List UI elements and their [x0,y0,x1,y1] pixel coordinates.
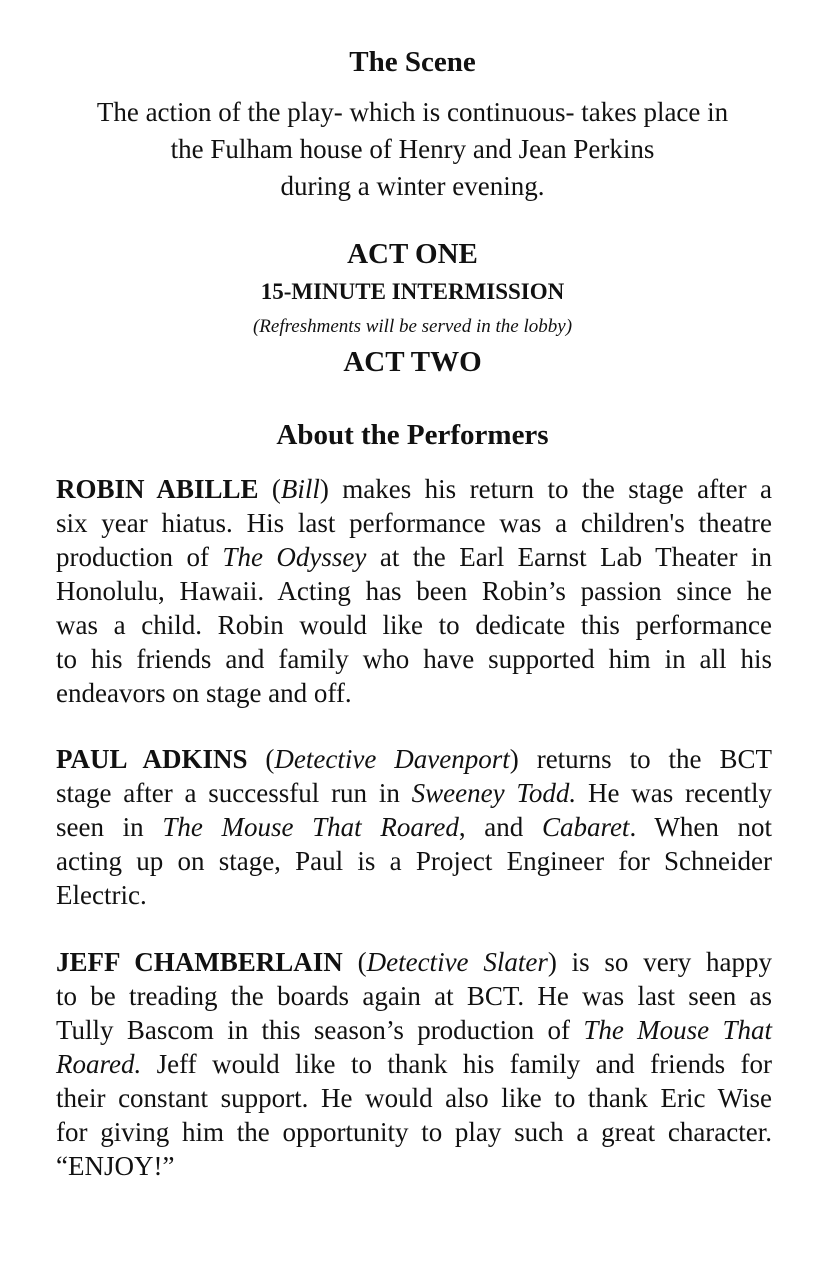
bio-line: Honolulu, Hawaii. Acting has been Robin’s passion since he [56,576,772,606]
italic-title: Bill [280,474,320,504]
performers-title: About the Performers [276,419,549,451]
performer-bio [56,945,772,1183]
refreshments-note: (Refreshments will be served in the lobby) [252,316,573,337]
bio-line: “ENJOY!” [56,1151,175,1181]
bio-line: acting up on stage, Paul is a Project Engineer for Schneider [56,846,772,876]
italic-title: Roared. [56,1049,142,1079]
italic-title: Cabaret [541,812,630,842]
bio-line: six year hiatus. His last performance was a children's theatre [56,508,772,538]
bio-line: to his friends and family who have supported him in all his [56,644,772,674]
scene-description-line: the Fulham house of Henry and Jean Perkins [170,134,655,164]
italic-title: The Odyssey [222,542,367,572]
bio-line: Roared. Jeff would like to thank his family and friends for [56,1049,772,1079]
bio-line: Electric. [56,880,147,910]
bio-line: endeavors on stage and off. [56,678,352,708]
scene-title: The Scene [349,46,476,78]
performer-name: JEFF CHAMBERLAIN [56,947,343,977]
scene-description-line: The action of the play- which is continuous- takes place in [96,97,729,127]
performer-name: PAUL ADKINS [56,744,248,774]
intermission-heading: 15-MINUTE INTERMISSION [260,279,565,304]
italic-title: Sweeney Todd. [411,778,577,808]
scene-description [40,94,785,205]
italic-title: The Mouse That Roared [162,812,459,842]
bio-line: to be treading the boards again at BCT. He was last seen as [56,981,772,1011]
bio-line: JEFF CHAMBERLAIN (Detective Slater) is so very happy [56,947,772,977]
italic-title: Detective Slater [366,947,548,977]
bio-line: ROBIN ABILLE (Bill) makes his return to the stage after a [56,474,772,504]
bio-line: seen in The Mouse That Roared, and Cabaret. When not [56,812,773,842]
bio-line: PAUL ADKINS (Detective Davenport) returns to the BCT [56,744,772,774]
performer-bio [56,742,772,912]
performer-name: ROBIN ABILLE [56,474,259,504]
bio-line: stage after a successful run in Sweeney Todd. He was recently [56,778,772,808]
bio-line: for giving him the opportunity to play such a great character. [56,1117,772,1147]
bio-line: Tully Bascom in this season’s production of The Mouse That [56,1015,772,1045]
bio-line: was a child. Robin would like to dedicate this performance [56,610,772,640]
performer-bio [56,472,772,710]
scene-description-line: during a winter evening. [280,171,545,201]
italic-title: Detective Davenport [274,744,510,774]
bio-line: production of The Odyssey at the Earl Earnst Lab Theater in [56,542,772,572]
act-one-heading: ACT ONE [347,238,478,270]
bio-line: their constant support. He would also like to thank Eric Wise [56,1083,772,1113]
act-two-heading: ACT TWO [343,346,482,378]
italic-title: The Mouse That [583,1015,772,1045]
